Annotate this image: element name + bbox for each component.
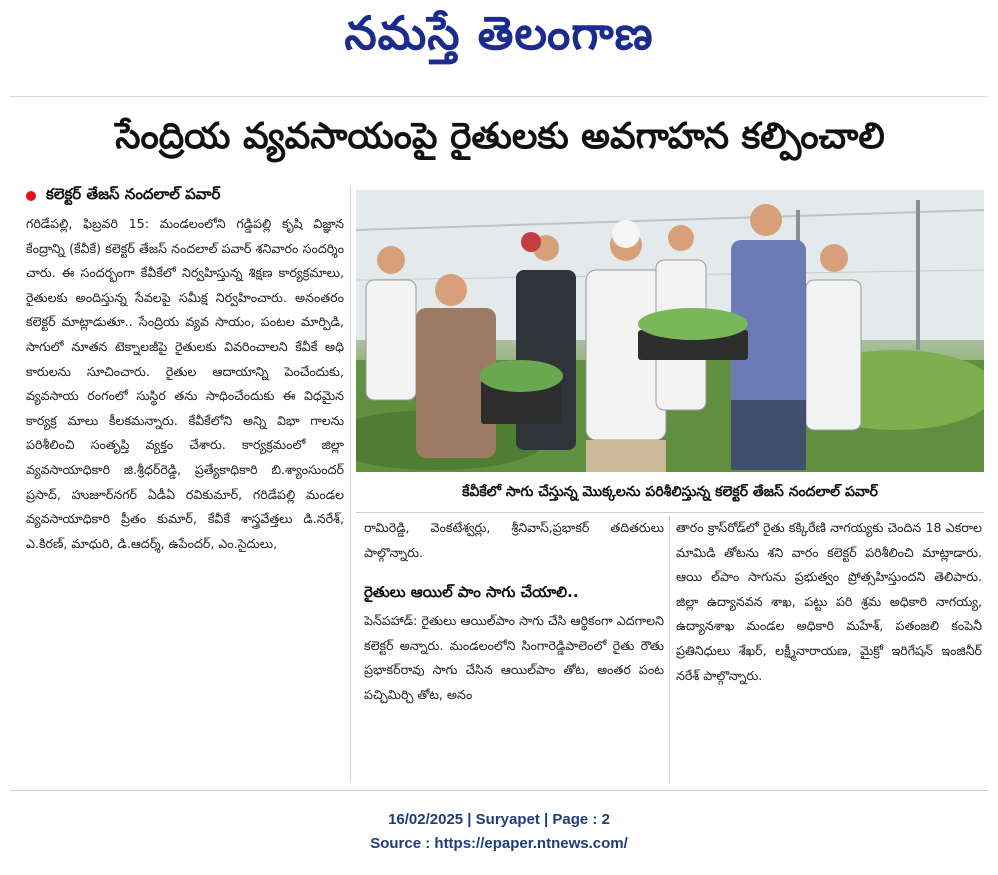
article-body-mid-bottom: పెన్‌పహాడ్: రైతులు ఆయిల్‌పాం సాగు చేసి ఆర్థికంగా ఎదగాలని కలెక్టర్ అన్నారు. మండలంలోని సింగారెడ్డిపాలెంలో రైతు రౌతు ప్రభాకర్‌రావు సాగు చేసిన ఆయిల్‌పాం తోట, అంతర పంట పచ్చిమిర్చి తోట, అనం xyxy=(364,613,664,702)
article-column-right xyxy=(676,516,982,782)
article-headline: సేంద్రియ వ్యవసాయంపై రైతులకు అవగాహన కల్పించాలి xyxy=(115,116,885,157)
article-body-left: గరిడేపల్లి, ఫిబ్రవరి 15: మండలంలోని గడ్డిపల్లి కృషి విజ్ఞాన కేంద్రాన్ని (కేవీకే) కలెక్టర్ తేజస్ నందలాల్ పవార్ శనివారం సందర్శిం చారు. ఈ సందర్భంగా కేవీకేలో నిర్వహిస్తున్న శిక్షణ కార్యక్రమాలు, రైతులకు అందిస్తున్న సేవలపై సమీక్ష నిర్వహించారు. అనంతరం కలెక్టర్ మాట్లాడుతూ.. సేంద్రియ వ్యవ సాయం, పంటల మార్పిడి, సాగులో నూతన టెక్నాలజీపై రైతులకు వివరించాలని కేవీకే అధి కారులను సూచించారు. రైతుల ఆదాయాన్ని పెంచేందుకు, వ్యవసాయ రంగంలో సుస్థిర తను సాధించేందుకు ఈ విధమైన కార్యక్ర మాలు కీలకమన్నారు. కేవీకేలోని అన్ని విభా గాలను పరిశీలించి సంతృప్తి వ్యక్తం చేశారు. కార్యక్రమంలో జిల్లా వ్యవసాయాధికారి జి.శ్రీధర్‌రెడ్డి, ప్రత్యేకాధికారి బి.శ్యాంసుందర్ ప్రసాద్, హుజూర్‌నగర్ ఏడీఏ రవికుమార్, గరిడేపల్లి మండల వ్యవసాయాధికారి ప్రీతం కుమార్, కేవీకే శాస్త్రవేత్తలు డి.నరేశ్, ఎ.కిరణ్, మాధురి, డి.ఆదర్శ్, ఉపేందర్, ఎం.సైదులు, xyxy=(26,216,344,551)
greenhouse-photo-illustration xyxy=(356,190,984,472)
column-divider xyxy=(669,516,670,784)
footer xyxy=(0,808,998,856)
article-body-mid-top: రామిరెడ్డి, వెంకటేశ్వర్లు, శ్రీనివాస్,ప్రభాకర్ తదితరులు పాల్గొన్నారు. xyxy=(364,520,664,560)
article-body-right: తారం క్రాస్‌రోడ్‌లో రైతు కక్కిరేణి నాగయ్యకు చెందిన 18 ఎకరాల మామిడి తోటను శని వారం కలెక్టర్ పరిశీలించి మాట్లాడారు. ఆయి ల్‌పాం సాగును ప్రభుత్వం ప్రోత్సహిస్తుందని తెలిపారు. జిల్లా ఉద్యానవన శాఖ, పట్టు పరి శ్రమ అధికారి నాగయ్య, ఉద్యానశాఖ మండల అధికారి మహేశ్, పతంజలి కంపెనీ ప్రతినిధులు శేఖర్, లక్ష్మీనారాయణ, మైక్రో ఇరిగేషన్ ఇంజినీర్ నరేశ్ పాల్గొన్నారు. xyxy=(676,520,982,683)
byline xyxy=(26,184,346,208)
bullet-icon xyxy=(26,191,36,201)
column-divider xyxy=(350,186,351,782)
edition-line: 16/02/2025 | Suryapet | Page : 2 xyxy=(388,811,610,828)
article-photo xyxy=(356,190,984,472)
source-line: Source : https://epaper.ntnews.com/ xyxy=(370,835,628,852)
divider xyxy=(10,790,988,791)
divider xyxy=(10,96,988,97)
newspaper-title: నమస్తే తెలంగాణ xyxy=(344,6,654,60)
masthead xyxy=(0,0,998,90)
article-column-left xyxy=(26,212,344,784)
divider xyxy=(356,512,984,513)
article-subheadline: రైతులు ఆయిల్ పాం సాగు చేయాలి.. xyxy=(364,583,579,602)
article-column-middle xyxy=(364,516,664,782)
photo-caption: కేవీకేలో సాగు చేస్తున్న మొక్కలను పరిశీలిస్తున్న కలెక్టర్ తేజస్ నందలాల్ పవార్ xyxy=(462,484,878,500)
byline-text: కలెక్టర్ తేజస్ నందలాల్ పవార్ xyxy=(46,185,221,203)
